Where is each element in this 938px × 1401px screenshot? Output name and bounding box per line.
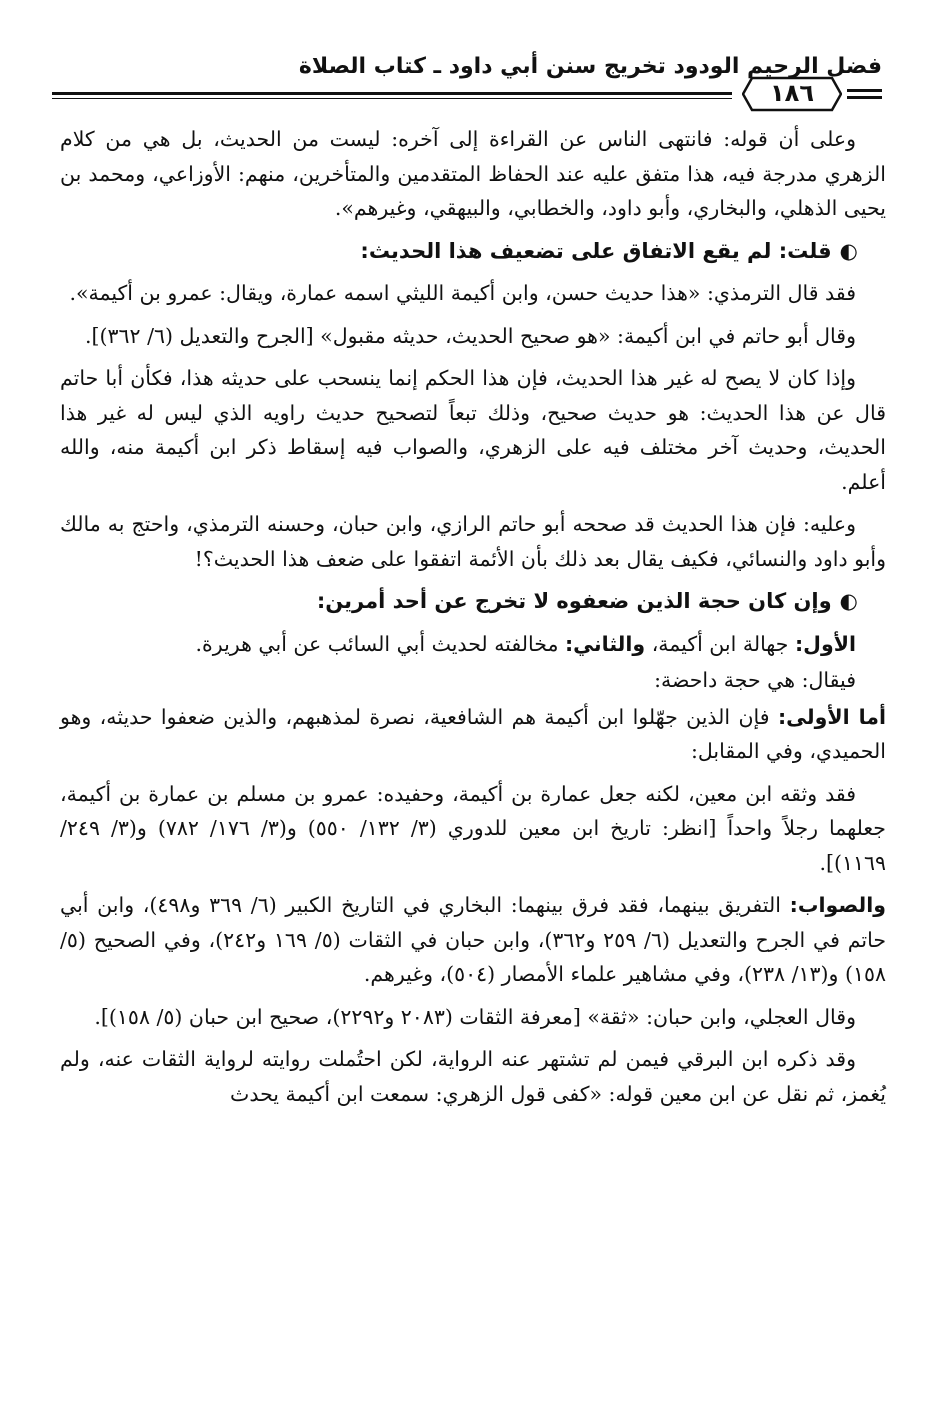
paragraph-8-text: فإن الذين جهّلوا ابن أكيمة هم الشافعية، نصرة لمذهبهم، والذين ضعفوا حديثه، وهو الحميدي، وفي المقابل: [60, 704, 886, 763]
paragraph-8 [60, 700, 886, 769]
paragraph-1: وعلى أن قوله: فانتهى الناس عن القراءة إلى آخره: ليست من الحديث، بل هي من كلام الزهري مدرجة فيه، هذا متفق عليه عند الحفاظ المتقدمين والمتأخرين، منهم: الأوزاعي، ومحمد بن يحيى الذهلي، والبخاري، وأبو داود، والخطابي، والبيهقي، وغيرهم». [60, 127, 886, 220]
page-number-frame [742, 76, 842, 112]
body-text [60, 122, 886, 1119]
page-header [52, 40, 882, 120]
heading-2-text: وإن كان حجة الذين ضعفوه لا تخرج عن أحد أمرين: [316, 589, 832, 613]
bullet-icon: ◐ [839, 238, 858, 263]
paragraph-9: فقد وثقه ابن معين، لكنه جعل عمارة بن أكيمة، وحفيده: عمرو بن مسلم بن عمارة بن أكيمة، جعلهما رجلاً واحداً [انظر: تاريخ ابن معين للدوري (٣/ ١٣٢/ ٥٥٠) و(٣/ ١٧٦/ ٧٨٢) و(٣/ ٢٤٩/ ١١٦٩)]. [60, 781, 886, 875]
label-first: الأول: [794, 631, 856, 656]
running-title: فضل الرحيم الودود تخريج سنن أبي داود ـ كتاب الصلاة [298, 54, 882, 79]
first-reason: جهالة ابن أكيمة، [651, 631, 789, 656]
header-rule-right-bottom [847, 96, 882, 99]
label-first-point: أما الأولى: [777, 704, 886, 729]
header-rule-thin [52, 98, 732, 99]
header-rule-right-top [847, 89, 882, 92]
paragraph-3: وقال أبو حاتم في ابن أكيمة: «هو صحيح الحديث، حديثه مقبول» [الجرح والتعديل (٦/ ٣٦٢)]. [85, 323, 856, 348]
paragraph-10-text: التفريق بينهما، فقد فرق بينهما: البخاري في التاريخ الكبير (٦/ ٣٦٩ و٤٩٨)، وابن أبي حاتم في الجرح والتعديل (٦/ ٢٥٩ و٣٦٢)، وابن حبان في الثقات (٥/ ١٦٩ و٢٤٢)، وفي الصحيح (٥/ ١٥٨) و(١٣/ ٢٣٨)، وفي مشاهير علماء الأمصار (٥٠٤)، وغيرهم. [60, 893, 886, 986]
label-correct: والصواب: [789, 893, 886, 917]
paragraph-12: وقد ذكره ابن البرقي فيمن لم تشتهر عنه الرواية، لكن احتُملت روايته لرواية الثقات عنه، ولم يُغمز، ثم نقل عن ابن معين قوله: «كفى قول الزهري: سمعت ابن أكيمة يحدث [60, 1047, 886, 1106]
paragraph-7: فيقال: هي حجة داحضة: [654, 668, 856, 692]
second-reason: مخالفته لحديث أبي السائب عن أبي هريرة. [195, 631, 559, 656]
bullet-icon: ◐ [839, 589, 858, 613]
page-number: ١٨٦ [770, 79, 814, 107]
label-second: والثاني: [564, 631, 646, 656]
header-rule-thick [52, 92, 732, 95]
heading-1-text: قلت: لم يقع الاتفاق على تضعيف هذا الحديث: [360, 238, 832, 263]
paragraph-5: وعليه: فإن هذا الحديث قد صححه أبو حاتم الرازي، وابن حبان، وحسنه الترمذي، واحتج به مالك وأبو داود والنسائي، فكيف يقال بعد ذلك بأن الأئمة اتفقوا على ضعف هذا الحديث؟! [60, 512, 886, 571]
paragraph-11: وقال العجلي، وابن حبان: «ثقة» [معرفة الثقات (٢٠٨٣ و٢٢٩٢)، صحيح ابن حبان (٥/ ١٥٨)]. [94, 1004, 856, 1029]
section-heading-1 [60, 234, 886, 269]
paragraph-4: وإذا كان لا يصح له غير هذا الحديث، فإن هذا الحكم إنما ينسحب على حديثه هذا، فكأن أبا حاتم قال عن هذا الحديث: هو حديث صحيح، وذلك تبعاً لتصحيح حديث راويه الذي ليس له غير هذا الحديث، وحديث آخر مختلف فيه على الزهري، والصواب فيه إسقاط ذكر ابن أكيمة منه، والله أعلم. [60, 366, 886, 494]
section-heading-2 [60, 584, 886, 619]
paragraph-10 [60, 888, 886, 992]
paragraph-2: فقد قال الترمذي: «هذا حديث حسن، وابن أكيمة الليثي اسمه عمارة، ويقال: عمرو بن أكيمة». [69, 281, 856, 305]
paragraph-6 [60, 627, 886, 662]
